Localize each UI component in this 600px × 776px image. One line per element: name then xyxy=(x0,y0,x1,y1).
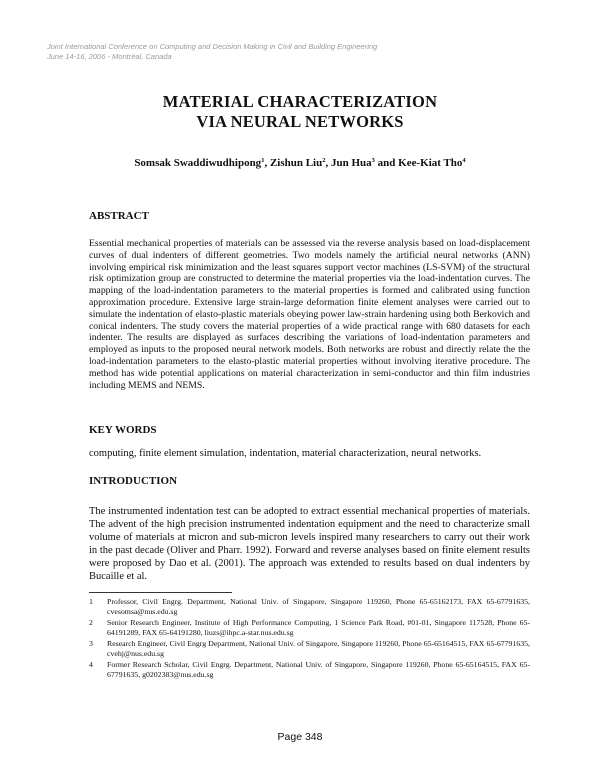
author-list xyxy=(0,157,600,169)
footnote-divider xyxy=(89,592,232,593)
footnote-number: 4 xyxy=(89,660,93,669)
footnote-number: 2 xyxy=(89,618,93,627)
title-line-2: VIA NEURAL NETWORKS xyxy=(196,111,404,131)
conference-dates: June 14-16, 2006 - Montréal, Canada xyxy=(47,51,172,61)
author-name: Somsak Swaddiwudhipong xyxy=(134,157,262,169)
footnote xyxy=(89,660,530,680)
author-footnote-mark: 3 xyxy=(371,157,375,164)
author-footnote-mark: 1 xyxy=(261,157,265,164)
footnote xyxy=(89,618,530,638)
author-name: Kee-Kiat Tho xyxy=(398,157,463,169)
footnote xyxy=(89,597,530,617)
conference-header xyxy=(47,42,377,61)
keywords-heading: KEY WORDS xyxy=(89,424,157,436)
conference-name: Joint International Conference on Computing and Decision Making in Civil and Building Engineering xyxy=(47,42,378,51)
footnote-text: Professor, Civil Engrg. Department, National Univ. of Singapore, Singapore 119260, Phone 65-65162173, FAX 65-67791635, cvesomsa@nus.edu.sg xyxy=(107,597,530,616)
author-separator: and xyxy=(374,157,399,169)
footnote-text: Senior Research Engineer, Institute of High Performance Computing, 1 Science Park Road, #01-01, Singapore 117528, Phone 65-64191289, FAX 65-64191280, liuzs@ihpc.a-star.nus.edu.sg xyxy=(107,618,530,637)
footnote-number: 3 xyxy=(89,639,93,648)
author-footnote-mark: 4 xyxy=(462,157,466,164)
author-separator: , xyxy=(325,157,331,169)
footnote xyxy=(89,639,530,659)
abstract-heading: ABSTRACT xyxy=(89,210,149,222)
keywords-text: computing, finite element simulation, indentation, material characterization, neural networks. xyxy=(89,448,482,459)
author-separator: , xyxy=(264,157,270,169)
footnotes xyxy=(89,597,530,681)
author-name: Jun Hua xyxy=(330,157,372,169)
paper-title xyxy=(0,92,600,131)
page-number: Page 348 xyxy=(277,731,323,743)
author-footnote-mark: 2 xyxy=(322,157,326,164)
footnote-number: 1 xyxy=(89,597,93,606)
title-line-1: MATERIAL CHARACTERIZATION xyxy=(162,92,438,111)
abstract-text: Essential mechanical properties of materials can be assessed via the reverse analysis based on load-displacement curves of dual indenters of different geometries. Two models namely the artificial neural networks (ANN) involving empirical risk minimization and the least squares support vector machines (LS-SVM) of the structural risk optimization group are constructed to determine the material properties via the load-indentation curves. The mapping of the load-indentation parameters to the material properties is formed and calibrated using function approximation procedure. Extensive large strain-large deformation finite element analyses were carried out to simulate the indentation of elasto-plastic materials obeying power law-strain hardening using both Berkovich and conical indenters. The study covers the material properties of a wide practical range with 680 datasets for each indenter. The results are displayed as surfaces describing the variations of load-indentation parameters and employed as inputs to the proposed neural network models. Both networks are robust and directly relate the the load-indentation parameters to the elasto-plastic material properties without involving iterative procedure. The method has wide potential applications on material characterization in semi-conductor and thin film industries including MEMS and NEMS. xyxy=(89,238,530,391)
introduction-heading: INTRODUCTION xyxy=(89,475,178,487)
footnote-text: Research Engineer, Civil Engrg Department, National Univ. of Singapore, Singapore 119260, Phone 65-65164515, FAX 65-67791635, cvehj@nus.edu.sg xyxy=(107,639,530,658)
author-name: Zishun Liu xyxy=(269,157,323,169)
footnote-text: Former Research Scholar, Civil Engrg. Department, National Univ. of Singapore, Singapore 119260, Phone 65-65164515, FAX 65-67791635, g0202383@nus.edu.sg xyxy=(107,660,530,679)
introduction-text: The instrumented indentation test can be adopted to extract essential mechanical properties of materials. The advent of the high precision instrumented indentation equipment and the need to characterize small volume of materials at micron and sub-micron levels inspired many researchers to carry out their work in the past decade (Oliver and Pharr. 1992). Forward and reverse analyses based on finite element results were proposed by Dao et al. (2001). The approach was extended to results based on dual indenters by Bucaille et al. xyxy=(89,506,530,582)
